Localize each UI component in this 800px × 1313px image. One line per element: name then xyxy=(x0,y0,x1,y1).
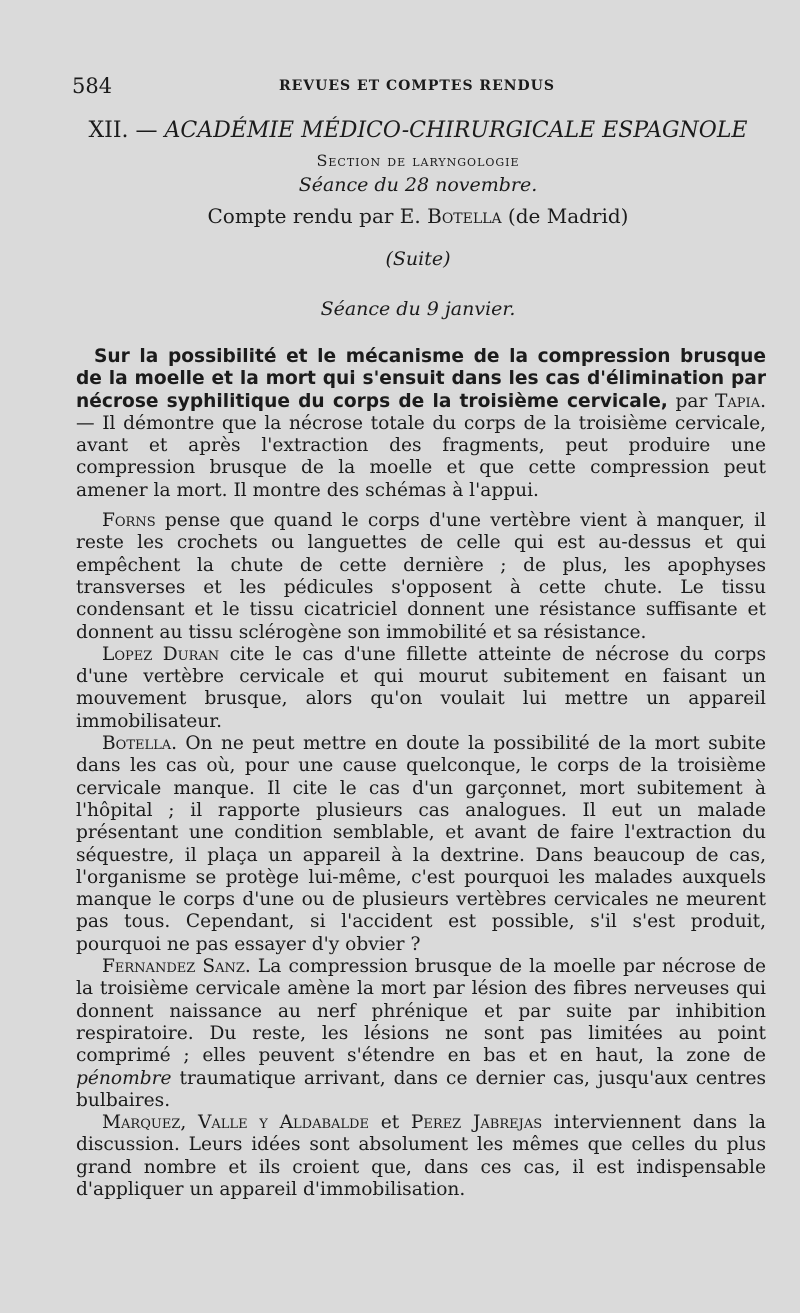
paragraph-3-text: cite le cas d'une fillette atteinte de nécrose du corps d'une vertèbre cervicale et qui mourut subitement en faisant un mouvement brusque, alors qu'on voulait lui mettre un appareil immobilisateur. xyxy=(76,643,766,732)
paragraph-1-lead: Sur la possibilité et le mécanisme de la compression brusque de la moelle et la mort qui s'ensuit dans les cas d'élimination par nécrose syphilitique du corps de la troisième cervicale, xyxy=(76,346,766,412)
paragraph-5-text-a: La compression brusque de la moelle par nécrose de la troisième cervicale amène la mort par lésion des fibres nerveuses qui donnent naissance au nerf phrénique et par suite par inhibition respiratoire. Du reste, les lésions ne sont pas limitées au point comprimé ; elles peuvent s'étendre en bas et en haut, la zone de xyxy=(76,956,767,1067)
paragraph-1 xyxy=(76,346,766,502)
session-date: Séance du 28 novembre. xyxy=(298,174,538,196)
paragraph-4 xyxy=(76,733,766,956)
running-head: REVUES ET COMPTES RENDUS xyxy=(279,78,555,94)
paragraph-1-author: Tapia. xyxy=(715,390,766,412)
report-prefix: Compte rendu par E. xyxy=(207,204,421,228)
paragraph-2 xyxy=(76,510,766,644)
article-body xyxy=(76,346,766,1201)
paragraph-6-and: et xyxy=(380,1112,400,1134)
page-header xyxy=(72,74,762,100)
paragraph-6-speakers-2: Perez Jabrejas xyxy=(410,1112,543,1134)
report-suffix: (de Madrid) xyxy=(507,204,629,228)
paragraph-5-italic: pénombre xyxy=(76,1067,172,1089)
section-title xyxy=(78,118,758,143)
paragraph-1-text: — Il démontre que la nécrose totale du corps de la troisième cervicale, avant et après l'extraction des fragments, peut produire une compression brusque de la moelle et que cette compression peut amener la mort. Il montre des schémas à l'appui. xyxy=(76,412,766,501)
paragraph-5 xyxy=(76,956,766,1112)
paragraph-6-text: interviennent dans la discussion. Leurs idées sont absolument les mêmes que celles du plus grand nombre et ils croient que, dans ces cas, il est indispensable d'appliquer un appareil d'immobilisation. xyxy=(76,1112,766,1200)
paragraph-3 xyxy=(76,644,766,733)
paragraph-4-text: On ne peut mettre en doute la possibilité de la mort subite dans les cas où, pour une cause quelconque, le corps de la troisième cervicale manque. Il cite le cas d'un garçonnet, mort subitement à l'hôpital ; il rapporte plusieurs cas analogues. Il eut un malade présentant une condition semblable, et avant de faire l'extraction du séquestre, il plaça un appareil à la dextrine. Dans beaucoup de cas, l'organisme se protège lui-même, c'est pourquoi les malades auxquels manque le corps d'une ou de plusieurs vertèbres cervicales ne meurent pas tous. Cependant, si l'accident est possible, s'il s'est produit, pourquoi ne pas essayer d'y obvier ? xyxy=(76,733,766,955)
paragraph-6 xyxy=(76,1112,766,1201)
suite-label: (Suite) xyxy=(385,248,451,270)
section-name: ACADÉMIE MÉDICO-CHIRURGICALE ESPAGNOLE xyxy=(164,118,748,143)
paragraph-5-speaker: Fernandez Sanz. xyxy=(102,956,251,978)
section-title-block xyxy=(78,118,758,320)
paragraph-6-speakers: Marquez, Valle y Aldabalde xyxy=(102,1112,369,1134)
report-author: Botella xyxy=(427,204,502,228)
paragraph-2-text: pense que quand le corps d'une vertèbre vient à manquer, il reste les crochets ou languettes de celle qui est au-dessus et qui empêchent la chute de cette dernière ; de plus, les apophyses transverses et les pédicules s'opposent à cette chute. Le tissu condensant et le tissu cicatriciel donnent une résistance suffisante et donnent au tissu sclérogène son immobilité et sa résistance. xyxy=(76,510,766,643)
subsection-title: Section de laryngologie xyxy=(316,151,520,170)
paragraph-4-speaker: Botella. xyxy=(102,733,178,755)
session-date-2: Séance du 9 janvier. xyxy=(320,298,516,320)
paragraph-1-by: par xyxy=(675,390,708,412)
paragraph-3-speaker: Lopez Duran xyxy=(102,643,220,665)
paragraph-2-speaker: Forns xyxy=(102,510,156,532)
section-number: XII. — xyxy=(88,118,158,143)
report-byline xyxy=(78,204,758,228)
paragraph-5-text-b: traumatique arrivant, dans ce dernier cas, jusqu'aux centres bulbaires. xyxy=(76,1067,766,1111)
page-number: 584 xyxy=(72,74,113,98)
